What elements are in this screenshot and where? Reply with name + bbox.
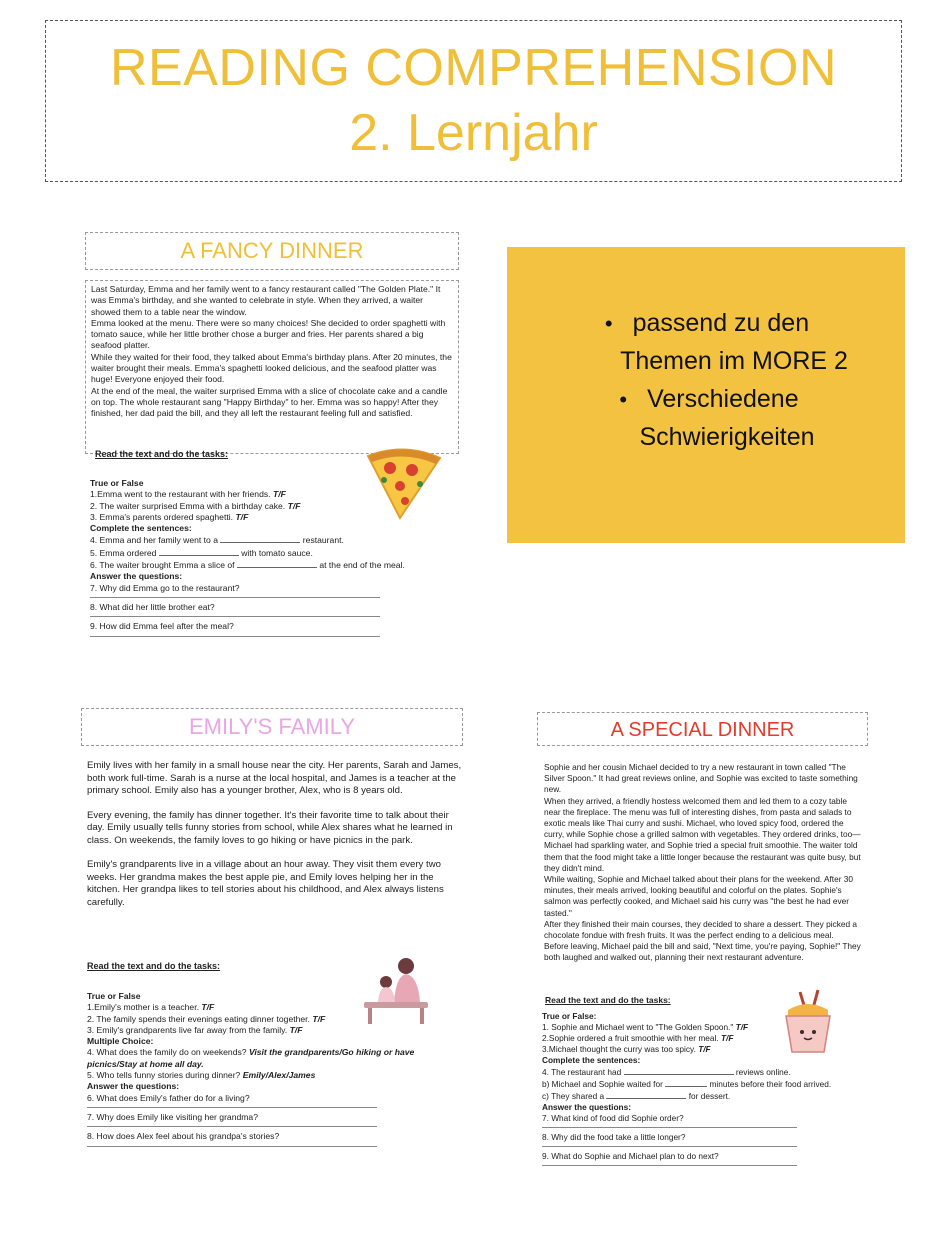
emilys-family-title: EMILY'S FAMILY xyxy=(189,714,355,739)
tf-item: 1. Sophie and Michael went to "The Golden Spoon." T/F xyxy=(542,1022,749,1032)
tf-item: 1.Emma went to the restaurant with her friends. T/F xyxy=(90,489,286,500)
question: 6. What does Emily's father do for a living? xyxy=(87,1092,250,1103)
complete-item: 5. Emma ordered with tomato sauce. xyxy=(90,547,313,558)
emilys-family-title-box xyxy=(81,708,463,746)
emilys-family-text xyxy=(87,760,462,909)
page-title: READING COMPREHENSION xyxy=(109,39,838,97)
tf-item: 3. Emma's parents ordered spaghetti. T/F xyxy=(90,511,249,522)
special-dinner-tasks-heading: Read the text and do the tasks: xyxy=(545,995,671,1005)
complete-item: 4. The restaurant had reviews online. xyxy=(542,1067,791,1077)
answer-line[interactable] xyxy=(542,1165,797,1166)
info-bullet-1-cont: Themen im MORE 2 xyxy=(620,347,848,375)
paragraph: Every evening, the family has dinner together. It's their favorite time to talk about their day. Emily usually tells funny stories from school, while Alex shares what he learned in class. On weekends, the family loves to go hiking or have picnics in the park. xyxy=(87,809,453,846)
answer-line[interactable] xyxy=(90,616,380,617)
question: 8. How does Alex feel about his grandpa's stories? xyxy=(87,1131,280,1142)
complete-item: 6. The waiter brought Emma a slice of at the end of the meal. xyxy=(90,560,405,571)
complete-item: b) Michael and Sophie waited for minutes before their food arrived. xyxy=(542,1079,832,1089)
paragraph: When they arrived, a friendly hostess welcomed them and led them to a cozy table near the fireplace. The menu was full of interesting dishes, from pasta and salads to exotic meals like Thai curry and sushi. Michael, who loved spicy food, ordered the curry, while Sophie chose a grilled salmon with vegetables. They ordered drinks, too—Michael had sparkling water, and Sophie tried a special fruit smoothie. The waiter told them that the food might take a little longer because the restaurant was quite busy, but they didn't mind. xyxy=(544,795,861,873)
question: 8. Why did the food take a little longer? xyxy=(542,1132,686,1142)
fancy-dinner-tasks xyxy=(90,478,450,641)
complete-item: c) They shared a for dessert. xyxy=(542,1091,731,1101)
paragraph: At the end of the meal, the waiter surprised Emma with a slice of chocolate cake and a candle on top. The whole restaurant sang "Happy Birthday" to her. Emma was so happy! After they finished, her dad paid the bill, and they all left the restaurant feeling full and satisfied. xyxy=(91,385,448,419)
question: 9. What do Sophie and Michael plan to do next? xyxy=(542,1151,719,1161)
fancy-dinner-text xyxy=(85,280,459,454)
tf-item: 3. Emily's grandparents live far away from the family. T/F xyxy=(87,1024,303,1035)
paragraph: Emma looked at the menu. There were so many choices! She decided to order spaghetti with tomato sauce, while her little brother chose a burger and fries. Her parents shared a big seafood platter. xyxy=(91,317,446,351)
paragraph: Emily lives with her family in a small house near the city. Her parents, Sarah and James, both work full-time. Sarah is a nurse at the local hospital, and James is a teacher at the primary school. Emily also has a younger brother, Alex, who is 8 years old. xyxy=(87,760,462,796)
tf-item: 1.Emily's mother is a teacher. T/F xyxy=(87,1002,215,1013)
answer-line[interactable] xyxy=(542,1127,797,1128)
special-dinner-title: A SPECIAL DINNER xyxy=(610,719,795,741)
answer-line[interactable] xyxy=(90,597,380,598)
question: 9. How did Emma feel after the meal? xyxy=(90,621,234,632)
question: 7. Why did Emma go to the restaurant? xyxy=(90,582,240,593)
fancy-dinner-title-box xyxy=(85,232,459,270)
fancy-dinner-title: A FANCY DINNER xyxy=(180,238,364,263)
info-box xyxy=(507,247,905,543)
complete-heading: Complete the sentences: xyxy=(542,1055,641,1065)
mc-item: 4. What does the family do on weekends? Visit the grandparents/Go hiking or have picnics/Stay at home all day. xyxy=(87,1047,415,1069)
page-subtitle: 2. Lernjahr xyxy=(349,104,598,162)
info-bullet-2-cont: Schwierigkeiten xyxy=(639,423,815,451)
special-dinner-text xyxy=(544,762,862,964)
question: 7. Why does Emily like visiting her grandma? xyxy=(87,1111,258,1122)
tf-item: 3.Michael thought the curry was too spicy. T/F xyxy=(542,1044,711,1054)
info-bullet-2: • Verschiedene xyxy=(619,385,799,413)
paragraph: After they finished their main courses, they decided to share a dessert. They picked a chocolate fondue with fresh fruits. It was the perfect ending to a delicious meal. xyxy=(544,918,857,941)
answer-line[interactable] xyxy=(87,1107,377,1108)
tf-item: 2. The family spends their evenings eating dinner together. T/F xyxy=(87,1013,326,1024)
answer-line[interactable] xyxy=(87,1146,377,1147)
tf-item: 2. The waiter surprised Emma with a birthday cake. T/F xyxy=(90,500,301,511)
page-header xyxy=(45,20,902,182)
paragraph: Emily's grandparents live in a village about an hour away. They visit them every two weeks. Her grandma makes the best apple pie, and Emily loves helping her in the kitchen. Her grandpa likes to tell stories about his childhood, and Alex always listens carefully. xyxy=(87,859,444,908)
tf-heading: True or False: xyxy=(542,1011,597,1021)
fancy-dinner-tasks-heading: Read the text and do the tasks: xyxy=(95,449,229,459)
question: 7. What kind of food did Sophie order? xyxy=(542,1113,684,1123)
answer-line[interactable] xyxy=(87,1126,377,1127)
paragraph: While waiting, Sophie and Michael talked about their plans for the weekend. After 30 minutes, their meals arrived, looking beautiful and colorful on the plates. Sophie's salmon was perfectly cooked, and Michael said his curry was "the best he had ever tasted." xyxy=(544,874,854,918)
info-bullet-1: • passend zu den xyxy=(604,309,810,337)
tf-item: 2.Sophie ordered a fruit smoothie with her meal. T/F xyxy=(542,1033,734,1043)
answer-line[interactable] xyxy=(542,1146,797,1147)
tf-heading: True or False xyxy=(87,991,141,1001)
tf-heading: True or False xyxy=(90,478,144,488)
answer-heading: Answer the questions: xyxy=(90,571,183,582)
question: 8. What did her little brother eat? xyxy=(90,601,215,612)
paragraph: Sophie and her cousin Michael decided to try a new restaurant in town called "The Silver Spoon." It had great reviews online, and Sophie was excited to taste something new. xyxy=(544,762,858,795)
complete-item: 4. Emma and her family went to a restaurant. xyxy=(90,535,344,546)
paragraph: While they waited for their food, they talked about Emma's birthday plans. After 20 minutes, the waiter brought their meals. Emma's spaghetti looked delicious, and the seafood platter was huge! Everyone enjoyed their food. xyxy=(91,351,452,385)
paragraph: Last Saturday, Emma and her family went to a fancy restaurant called "The Golden Plate." It was Emma's birthday, and she wanted to celebrate in style. When they arrived, a waiter showed them to a table near the window. xyxy=(91,284,441,317)
special-dinner-title-box xyxy=(537,712,868,746)
emilys-family-tasks-heading: Read the text and do the tasks: xyxy=(87,961,221,971)
mc-heading: Multiple Choice: xyxy=(87,1036,154,1047)
complete-heading: Complete the sentences: xyxy=(90,523,192,534)
paragraph: Before leaving, Michael paid the bill and said, "Next time, you're paying, Sophie!" They both laughed and walked out, planning their next restaurant adventure. xyxy=(544,941,861,963)
mc-item: 5. Who tells funny stories during dinner? Emily/Alex/James xyxy=(87,1070,316,1081)
special-dinner-tasks xyxy=(542,1011,872,1170)
answer-line[interactable] xyxy=(90,636,380,637)
emilys-family-tasks xyxy=(87,991,457,1151)
answer-heading: Answer the questions: xyxy=(87,1081,180,1092)
answer-heading: Answer the questions: xyxy=(542,1102,631,1112)
